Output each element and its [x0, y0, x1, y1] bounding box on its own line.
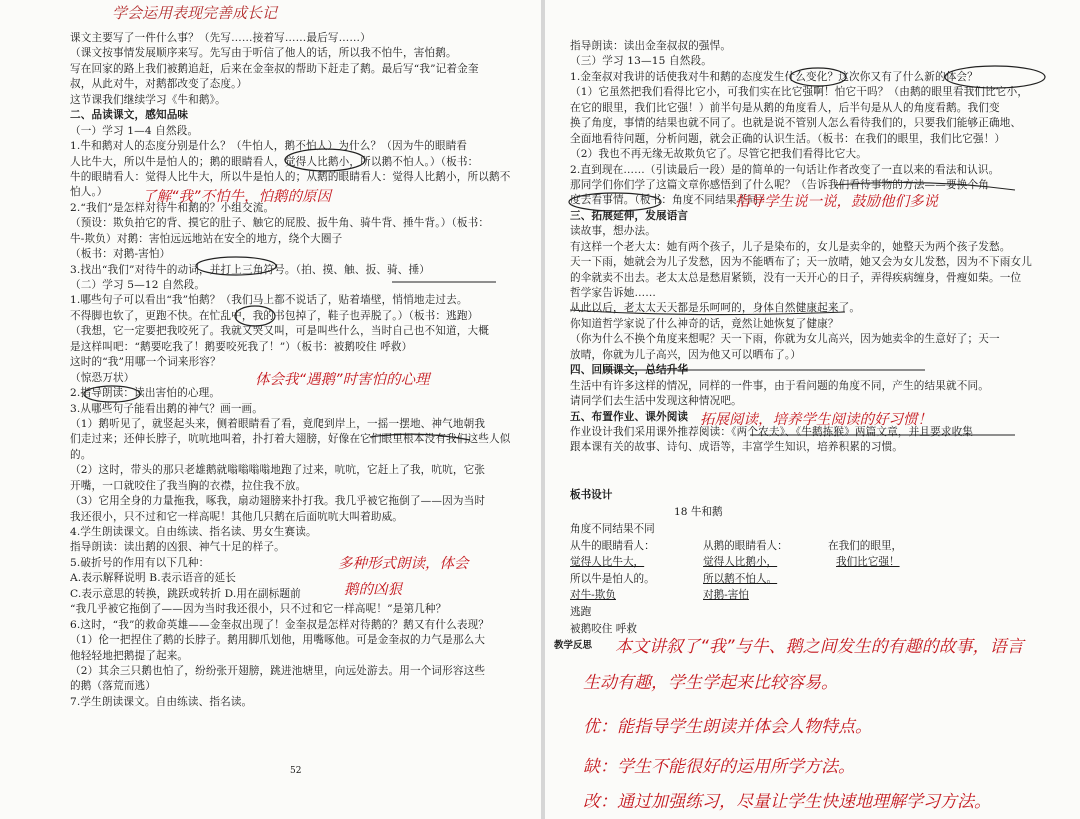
reflection-line: 生动有趣，学生学起来比较容易。	[583, 673, 838, 693]
text-line: （课文按事情发展顺序来写。先写由于听信了他人的话，所以我不怕牛，害怕鹅。	[70, 47, 457, 60]
text-line: （我想，它一定要把我咬死了。我就又哭又叫，可是叫些什么，当时自己也不知道，大概	[70, 325, 490, 338]
text-line: （2）我也不再无缘无故欺负它了。尽管它把我们看得比它大。	[570, 148, 867, 161]
text-line: 1.金奎叔对我讲的话使我对牛和鹅的态度发生什么变化？这次你又有了什么新的体会？	[570, 70, 978, 83]
board-row: 所以鹅不怕人。	[703, 573, 778, 585]
handwritten-note-fear: 体会我“遇鹅”时害怕的心理	[255, 372, 430, 388]
board-title: 18 牛和鹅	[674, 506, 723, 518]
text-line: 请同学们去生活中发现这种情况吧。	[570, 395, 742, 408]
handwritten-note-reading: 多种形式朗读，体会	[338, 556, 469, 572]
board-row: 觉得人比牛大，	[570, 556, 645, 568]
text-line: 怕人。）	[70, 186, 108, 199]
text-line: 有这样一个老大太：她有两个孩子，儿子是染布的，女儿是卖伞的，她整天为两个孩子发愁。	[570, 240, 1011, 253]
board-row: 觉得人比鹅小，	[703, 556, 778, 568]
text-line: 在它的眼里，我们比它强！）前半句是从鹅的角度看人，后半句是从人的角度看鹅。我们变	[570, 101, 1000, 114]
text-line: 的伞就卖不出去。老太太总是愁眉紧锁，没有一天开心的日子，弄得疾病缠身，骨瘦如柴。一位	[570, 271, 1022, 284]
text-line: 三、拓展延伸，发展语言	[570, 209, 689, 222]
text-line: 开嘴，一口就咬住了我当胸的衣襟，拉住我不放。	[70, 479, 307, 492]
text-line: 四、回顾课文，总结升华	[570, 364, 689, 377]
board-row: 逃跑	[570, 606, 592, 618]
board-row: 角度不同结果不同	[570, 523, 655, 535]
text-line: 7.学生朗读课文。自由练读、指名读。	[70, 695, 253, 708]
board-row: 对牛-欺负	[570, 589, 616, 601]
board-row: 在我们的眼里，	[828, 540, 903, 552]
text-line: 生活中有许多这样的情况，同样的一件事，由于看问题的角度不同，产生的结果就不同。	[570, 379, 990, 392]
text-line: 放晴，你就为儿子高兴，因为他又可以晒布了。）	[570, 348, 802, 361]
reflection-line: 优：能指导学生朗读并体会人物特点。	[583, 717, 872, 737]
text-line: （2）这时，带头的那只老雄鹅就嗡嗡嗡嗡地跑了过来，吭吭，它赶上了我，吭吭，它张	[70, 464, 486, 477]
board-row: 从牛的眼睛看人：	[570, 540, 655, 552]
text-line: 写在回家的路上我们被鹅追赶，后来在金奎叔的帮助下赶走了鹅。最后写“我”记着金奎	[70, 62, 479, 75]
text-line: 换了角度，事情的结果也就不同了。也就是说不管别人怎么看待我们的，只要我们能够正确地、	[570, 117, 1022, 130]
text-line: 是这样叫吧：“鹅要吃我了！鹅要咬死我了！”）（板书：被鹅咬住 呼救）	[70, 340, 413, 353]
text-line: 指导朗读：读出金奎叔叔的强悍。	[570, 40, 732, 52]
page-number: 52	[290, 766, 302, 776]
text-line: （1）鹅听见了，就竖起头来，侧着眼睛看了看，竟爬到岸上，一摇一摆地、神气地朝我	[70, 417, 486, 430]
text-line: 读故事，想办法。	[570, 225, 656, 238]
handwritten-note-reason: 了解“我”不怕牛，怕鹅的原因	[142, 189, 332, 205]
text-line: 的。	[70, 448, 92, 461]
text-line: 不得脚也软了，更跑不快。在忙乱中，我的书包掉了，鞋子也弄脱了。）（板书：逃跑）	[70, 309, 479, 322]
text-line: （惊恐万状）	[70, 371, 135, 384]
text-line: （二）学习 5—12 自然段。	[70, 279, 206, 291]
reflection-line: 本文讲叙了“我”与牛、鹅之间发生的有趣的故事，语言	[615, 637, 1024, 657]
text-line: 1.哪些句子可以看出“我”怕鹅？（我们马上都不说话了，贴着墙壁，悄悄地走过去。	[70, 294, 468, 307]
text-line: 2.直到现在……（引读最后一段）是的简单的一句话让作者改变了一直以来的看法和认识。	[570, 163, 1000, 176]
top-handwritten-note: 学会运用表现完善成长记	[112, 4, 278, 22]
text-line: 全面地看待问题，分析问题，就会正确的认识生活。（板书：在我们的眼里，我们比它强！）	[570, 132, 1006, 145]
text-line: 我还很小，只不过和它一样高呢！其他几只鹅在后面吭吭大叫着助威。	[70, 510, 404, 523]
text-line: 他轻轻地把鹅提了起来。	[70, 649, 189, 662]
text-line: （一）学习 1—4 自然段。	[70, 124, 199, 137]
text-line: 那同学们你们学了这篇文章你感悟到了什么呢？（告诉我们看待事物的方法——要换个角	[570, 178, 990, 191]
text-line: 指导朗读：读出鹅的凶狠、神气十足的样子。	[70, 541, 285, 554]
text-line: “我几乎被它拖倒了——因为当时我还很小，只不过和它一样高呢！”是第几种？	[70, 603, 447, 616]
text-line: 6.这时，“我”的救命英雄——金奎叔出现了！金奎叔是怎样对待鹅的？鹅又有什么表现？	[70, 618, 490, 631]
text-line: 度去看事情。（板书：角度不同结果不同）	[570, 194, 769, 207]
text-line: 们走过来；还伸长脖子，吭吭地叫着，扑打着大翅膀，好像在它们眼里根本没有我们这些人似	[70, 433, 511, 446]
text-line: 课文主要写了一件什么事？（先写……接着写……最后写……）	[70, 32, 371, 44]
reflection-line: 缺：学生不能很好的运用所学方法。	[583, 757, 855, 777]
handwritten-note-goose: 鹅的凶狠	[344, 582, 402, 598]
text-line: 从此以后，老太太天天都是乐呵呵的，身体自然健康起来了。	[570, 302, 861, 315]
text-line: 牛-欺负）对鹅：害怕远远地站在安全的地方，绕个大圈子	[70, 232, 343, 245]
text-line: （板书：对鹅-害怕）	[70, 248, 171, 261]
text-line: 1.牛和鹅对人的态度分别是什么？（牛怕人，鹅不怕人）为什么？（因为牛的眼睛看	[70, 140, 468, 153]
text-line: 哲学家告诉她……	[570, 287, 656, 299]
right-page-text	[570, 39, 1074, 456]
board-row: 从鹅的眼睛看人：	[703, 540, 788, 552]
text-line: 作业设计我们采用课外推荐阅读：《两个农夫》、《牛鹅拣猴》两篇文章，并且要求收集	[570, 425, 974, 438]
text-line: 2.“我们”是怎样对待牛和鹅的？小组交流。	[70, 201, 275, 214]
text-line: （1）它虽然把我们看得比它小，可我们实在比它强啊！怕它干吗？（由鹅的眼里看我们比它小，	[570, 86, 1029, 99]
handwritten-note-extended-reading: 拓展阅读，培养学生阅读的好习惯！	[700, 412, 932, 428]
text-line: 叔，从此对牛，对鹅都改变了态度。）	[70, 78, 248, 91]
board-row: 被鹅咬住 呼救	[570, 623, 637, 635]
text-line: 牛的眼睛看人：觉得人比牛大，所以牛是怕人的；从鹅的眼睛看人：觉得人比鹅小，所以鹅不	[70, 170, 511, 183]
board-row: 我们比它强！	[836, 556, 900, 568]
text-line: 这节课我们继续学习《牛和鹅》。	[70, 93, 226, 106]
text-line: 3.找出“我们”对待牛的动词，并打上三角符号。（拍、摸、触、扳、骑、捶）	[70, 263, 431, 276]
board-row: 所以牛是怕人的。	[570, 573, 655, 585]
text-line: （你为什么不换个角度来想呢？天一下雨，你就为女儿高兴，因为她卖伞的生意好了；天一	[570, 333, 1000, 346]
text-line: 五、布置作业、课外阅读	[570, 410, 689, 423]
text-line: 4.学生朗读课文。自由练读、指名读、男女生赛读。	[70, 526, 317, 538]
text-line: 跟本课有关的故事、诗句、成语等，丰富学生知识，培养积累的习惯。	[570, 441, 904, 454]
text-line: 5.破折号的作用有以下几种：	[70, 556, 210, 569]
text-line: 3.从哪些句子能看出鹅的神气？画一画。	[70, 402, 264, 415]
text-line: 的鹅（落荒而逃）	[70, 680, 156, 693]
text-line: （1）伦一把捏住了鹅的长脖子。鹅用脚爪划他，用嘴啄他。可是金奎叔的力气是那么大	[70, 634, 486, 647]
reflection-heading: 教学反思	[554, 640, 593, 651]
board-heading: 板书设计	[570, 489, 613, 501]
text-line: 天一下雨，她就会为儿子发愁，因为不能晒布了；天一放晴，她又会为女儿发愁，因为不下雨女儿	[570, 256, 1032, 269]
text-line: （3）它用全身的力量拖我，啄我，扇动翅膀来扑打我。我几乎被它拖倒了——因为当时	[70, 495, 486, 508]
text-line: 二、品读课文，感知品味	[70, 109, 189, 122]
reflection-line: 改：通过加强练习，尽量让学生快速地理解学习方法。	[583, 792, 991, 812]
text-line: C.表示意思的转换，跳跃或转折 D.用在副标题前	[70, 587, 301, 600]
handwritten-note-discuss: 指导学生说一说，鼓励他们多说	[735, 194, 938, 210]
text-line: （预设：欺负拍它的背、摸它的肚子、触它的屁股、扳牛角、骑牛背、捶牛背。）（板书：	[70, 217, 490, 230]
text-line: （2）其余三只鹅也怕了，纷纷张开翅膀，跳进池塘里，向远处游去。用一个词形容这些	[70, 664, 486, 677]
text-line: （三）学习 13—15 自然段。	[570, 55, 713, 68]
text-line: 人比牛大，所以牛是怕人的；鹅的眼睛看人，觉得人比鹅小，所以鹅不怕人。）（板书：	[70, 155, 479, 168]
text-line: 这时的“我”用哪一个词来形容？	[70, 356, 221, 369]
text-line: A.表示解释说明 B.表示语音的延长	[70, 572, 236, 585]
text-line: 2.指导朗读：读出害怕的心理。	[70, 387, 221, 400]
right-page	[545, 0, 1080, 819]
text-line: 你知道哲学家说了什么神奇的话，竟然让她恢复了健康？	[570, 317, 839, 330]
board-row: 对鹅-害怕	[703, 589, 749, 601]
